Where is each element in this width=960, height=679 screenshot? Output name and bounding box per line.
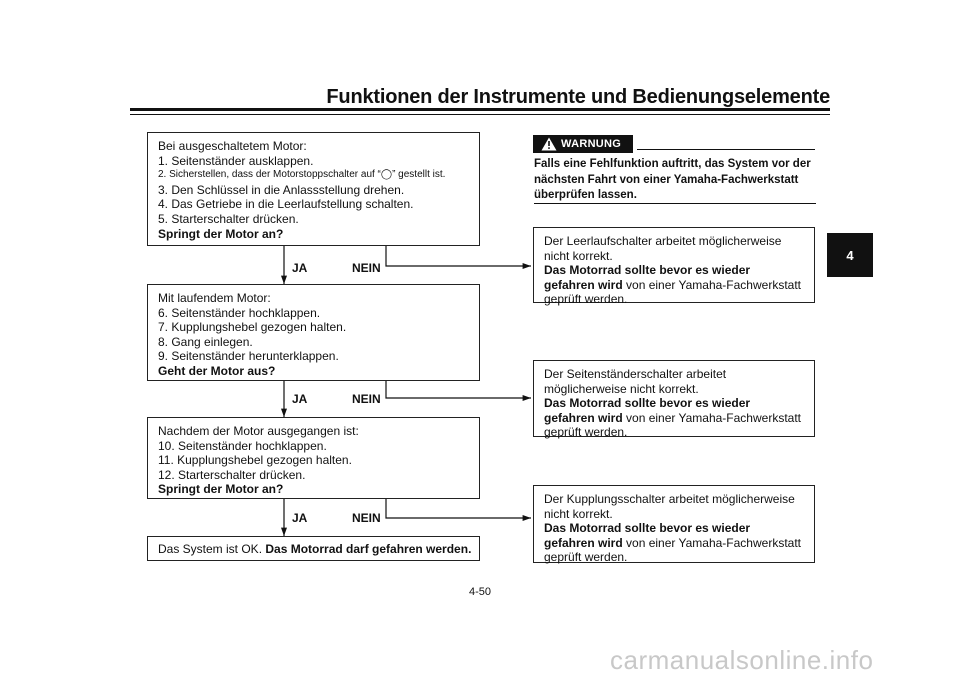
box3-line-4: 12. Starterschalter drücken. xyxy=(158,467,306,482)
box3-line-3: 11. Kupplungshebel gezogen halten. xyxy=(158,453,352,468)
yes-label-1: JA xyxy=(292,261,308,275)
result-2-line1: Der Seitenständerschalter arbeitet möglicherweise nicht korrekt. xyxy=(544,367,727,396)
flow-box-2 xyxy=(147,284,480,381)
result-box-clutch-switch xyxy=(533,485,815,563)
result-1-rest: von einer Yamaha-Fachwerkstatt geprüft werden. xyxy=(544,277,801,307)
result-box-neutral-switch xyxy=(533,227,815,307)
warning-header xyxy=(533,134,815,154)
box1-line-6: 5. Starterschalter drücken. xyxy=(158,211,299,226)
flow-box-3 xyxy=(147,417,480,499)
box2-line-2: 6. Seitenständer hochklappen. xyxy=(158,305,321,320)
no-label-3: NEIN xyxy=(352,511,381,525)
result-3-line1: Der Kupplungsschalter arbeitet möglicherweise nicht korrekt. xyxy=(544,492,795,521)
box1-line-3: 2. Sicherstellen, dass der Motorstoppschalter auf “◯” gestellt ist. xyxy=(158,169,446,181)
box1-line-2: 1. Seitenständer ausklappen. xyxy=(158,153,314,168)
box4-text: Das System ist OK. xyxy=(158,542,266,556)
yes-label-2: JA xyxy=(292,392,308,406)
box2-question: Geht der Motor aus? xyxy=(158,363,276,378)
box2-line-5: 9. Seitenständer herunterklappen. xyxy=(158,349,339,364)
yes-label-3: JA xyxy=(292,511,308,525)
page-title: Funktionen der Instrumente und Bedienungselemente xyxy=(326,86,830,108)
page-number: 4-50 xyxy=(468,586,492,598)
watermark: carmanualsonline.info xyxy=(610,645,874,675)
connector-no-2 xyxy=(386,381,531,398)
box3-question: Springt der Motor an? xyxy=(158,482,284,497)
box1-line-1: Bei ausgeschaltetem Motor: xyxy=(158,139,307,153)
no-label-2: NEIN xyxy=(352,392,381,406)
box2-line-1: Mit laufendem Motor: xyxy=(158,291,271,305)
result-3-bold: Das Motorrad sollte bevor es wieder gefahren wird xyxy=(544,521,751,550)
result-2-rest: von einer Yamaha-Fachwerkstatt geprüft werden. xyxy=(544,410,801,440)
box4-bold: Das Motorrad darf gefahren werden. xyxy=(265,542,472,556)
flow-box-4 xyxy=(147,536,480,561)
warning-badge xyxy=(533,135,633,153)
warning-badge-label: WARNUNG xyxy=(561,138,622,150)
box1-line-5: 4. Das Getriebe in die Leerlaufstellung schalten. xyxy=(158,197,414,212)
flow-box-1 xyxy=(147,132,480,246)
warning-triangle-icon xyxy=(541,137,557,151)
result-box-sidestand-switch xyxy=(533,360,815,440)
connector-no-3 xyxy=(386,499,531,518)
result-2-bold: Das Motorrad sollte bevor es wieder gefahren wird xyxy=(544,396,751,425)
box2-line-3: 7. Kupplungshebel gezogen halten. xyxy=(158,320,347,335)
box2-line-4: 8. Gang einlegen. xyxy=(158,334,253,349)
no-label-1: NEIN xyxy=(352,261,381,275)
box1-question: Springt der Motor an? xyxy=(158,226,284,241)
warning-bottom-rule xyxy=(534,203,816,204)
warning-header-rule xyxy=(637,149,815,150)
chapter-tab[interactable]: 4 xyxy=(827,233,873,277)
box3-line-2: 10. Seitenständer hochklappen. xyxy=(158,438,327,453)
connector-no-1 xyxy=(386,246,531,266)
warning-text: Falls eine Fehlfunktion auftritt, das System vor der nächsten Fahrt von einer Yamaha-Fachwerkstatt überprüfen lassen. xyxy=(534,158,811,201)
result-1-line1: Der Leerlaufschalter arbeitet möglicherweise nicht korrekt. xyxy=(544,234,782,263)
box1-line-4: 3. Den Schlüssel in die Anlassstellung drehen. xyxy=(158,182,405,197)
result-3-rest: von einer Yamaha-Fachwerkstatt geprüft werden. xyxy=(544,535,801,565)
result-1-bold: Das Motorrad sollte bevor es wieder gefahren wird xyxy=(544,263,751,292)
box3-line-1: Nachdem der Motor ausgegangen ist: xyxy=(158,424,359,438)
